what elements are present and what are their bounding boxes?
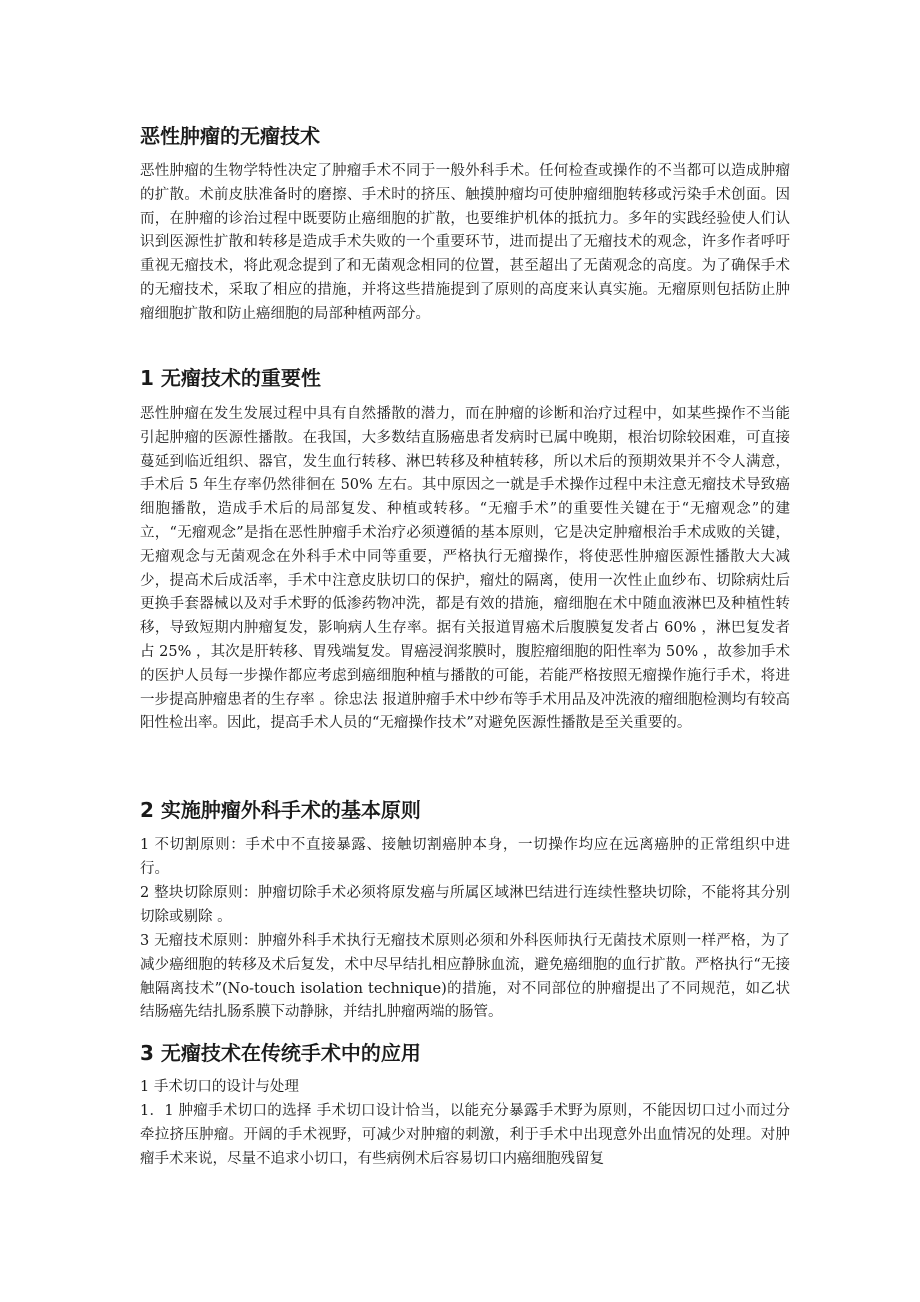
document-title: 恶性肿瘤的无瘤技术 [140, 124, 320, 148]
section-2-heading: 2 实施肿瘤外科手术的基本原则 [140, 798, 421, 822]
principle-item-2: 2 整块切除原则：肿瘤切除手术必须将原发癌与所属区域淋巴结进行连续性整块切除，不能将其分别切除或剔除 。 [140, 885, 790, 925]
section-3-heading: 3 无瘤技术在传统手术中的应用 [140, 1041, 421, 1065]
principle-item-1: 1 不切割原则：手术中不直接暴露、接触切割癌肿本身，一切操作均应在远离癌肿的正常组织中进行。 [140, 837, 790, 877]
section-1-paragraph: 恶性肿瘤在发生发展过程中具有自然播散的潜力，而在肿瘤的诊断和治疗过程中，如某些操作不当能引起肿瘤的医源性播散。在我国，大多数结直肠癌患者发病时已属中晚期，根治切除较困难，可直接蔓延到临近组织、器官，发生血行转移、淋巴转移及种植转移，所以术后的预期效果并不令人满意，手术后 5 年生存率仍然徘徊在 50% 左右。其中原因之一就是手术操作过程中未注意无瘤技术导致癌细胞播散，造成手术后的局部复发、种植或转移。“无瘤手术”的重要性关键在于“无瘤观念”的建立，“无瘤观念”是指在恶性肿瘤手术治疗必须遵循的基本原则，它是决定肿瘤根治手术成败的关键，无瘤观念与无菌观念在外科手术中同等重要，严格执行无瘤操作，将使恶性肿瘤医源性播散大大减少，提高术后成活率，手术中注意皮肤切口的保护，瘤灶的隔离，使用一次性止血纱布、切除病灶后更换手套器械以及对手术野的低渗药物冲洗，都是有效的措施，瘤细胞在术中随血液淋巴及种植性转移，导致短期内肿瘤复发，影响病人生存率。据有关报道胃癌术后腹膜复发者占 60% ，淋巴复发者占 25% ，其次是肝转移、胃残端复发。胃癌浸润浆膜时，腹腔瘤细胞的阳性率为 50% ，故参加手术的医护人员每一步操作都应考虑到癌细胞种植与播散的可能，若能严格按照无瘤操作施行手术，将进一步提高肿瘤患者的生存率 。徐忠法 报道肿瘤手术中纱布等手术用品及冲洗液的瘤细胞检测均有较高阳性检出率。因此，提高手术人员的“无瘤操作技术”对避免医源性播散是至关重要的。 [140, 406, 790, 732]
section-1-heading: 1 无瘤技术的重要性 [140, 366, 321, 390]
intro-paragraph: 恶性肿瘤的生物学特性决定了肿瘤手术不同于一般外科手术。任何检查或操作的不当都可以造成肿瘤的扩散。术前皮肤准备时的磨擦、手术时的挤压、触摸肿瘤均可使肿瘤细胞转移或污染手术创面。因而，在肿瘤的诊治过程中既要防止癌细胞的扩散，也要维护机体的抵抗力。多年的实践经验使人们认识到医源性扩散和转移是造成手术失败的一个重要环节，进而提出了无瘤技术的观念，许多作者呼吁重视无瘤技术，将此观念提到了和无菌观念相同的位置，甚至超出了无菌观念的高度。为了确保手术的无瘤技术，采取了相应的措施，并将这些措施提到了原则的高度来认真实施。无瘤原则包括防止肿瘤细胞扩散和防止癌细胞的局部种植两部分。 [140, 163, 790, 322]
section-3-paragraph: 1．1 肿瘤手术切口的选择 手术切口设计恰当，以能充分暴露手术野为原则，不能因切口过小而过分牵拉挤压肿瘤。开阔的手术视野，可减少对肿瘤的刺激，利于手术中出现意外出血情况的处理。对肿瘤手术来说，尽量不追求小切口，有些病例术后容易切口内癌细胞残留复 [140, 1103, 790, 1167]
principle-item-3: 3 无瘤技术原则：肿瘤外科手术执行无瘤技术原则必须和外科医师执行无菌技术原则一样严格，为了减少癌细胞的转移及术后复发，术中尽早结扎相应静脉血流，避免癌细胞的血行扩散。严格执行“无接触隔离技术”(No-touch isolation technique)的措施，对不同部位的肿瘤提出了不同规范，如乙状结肠癌先结扎肠系膜下动静脉，并结扎肿瘤两端的肠管。 [140, 933, 790, 1021]
section-3-subheading: 1 手术切口的设计与处理 [140, 1079, 299, 1095]
